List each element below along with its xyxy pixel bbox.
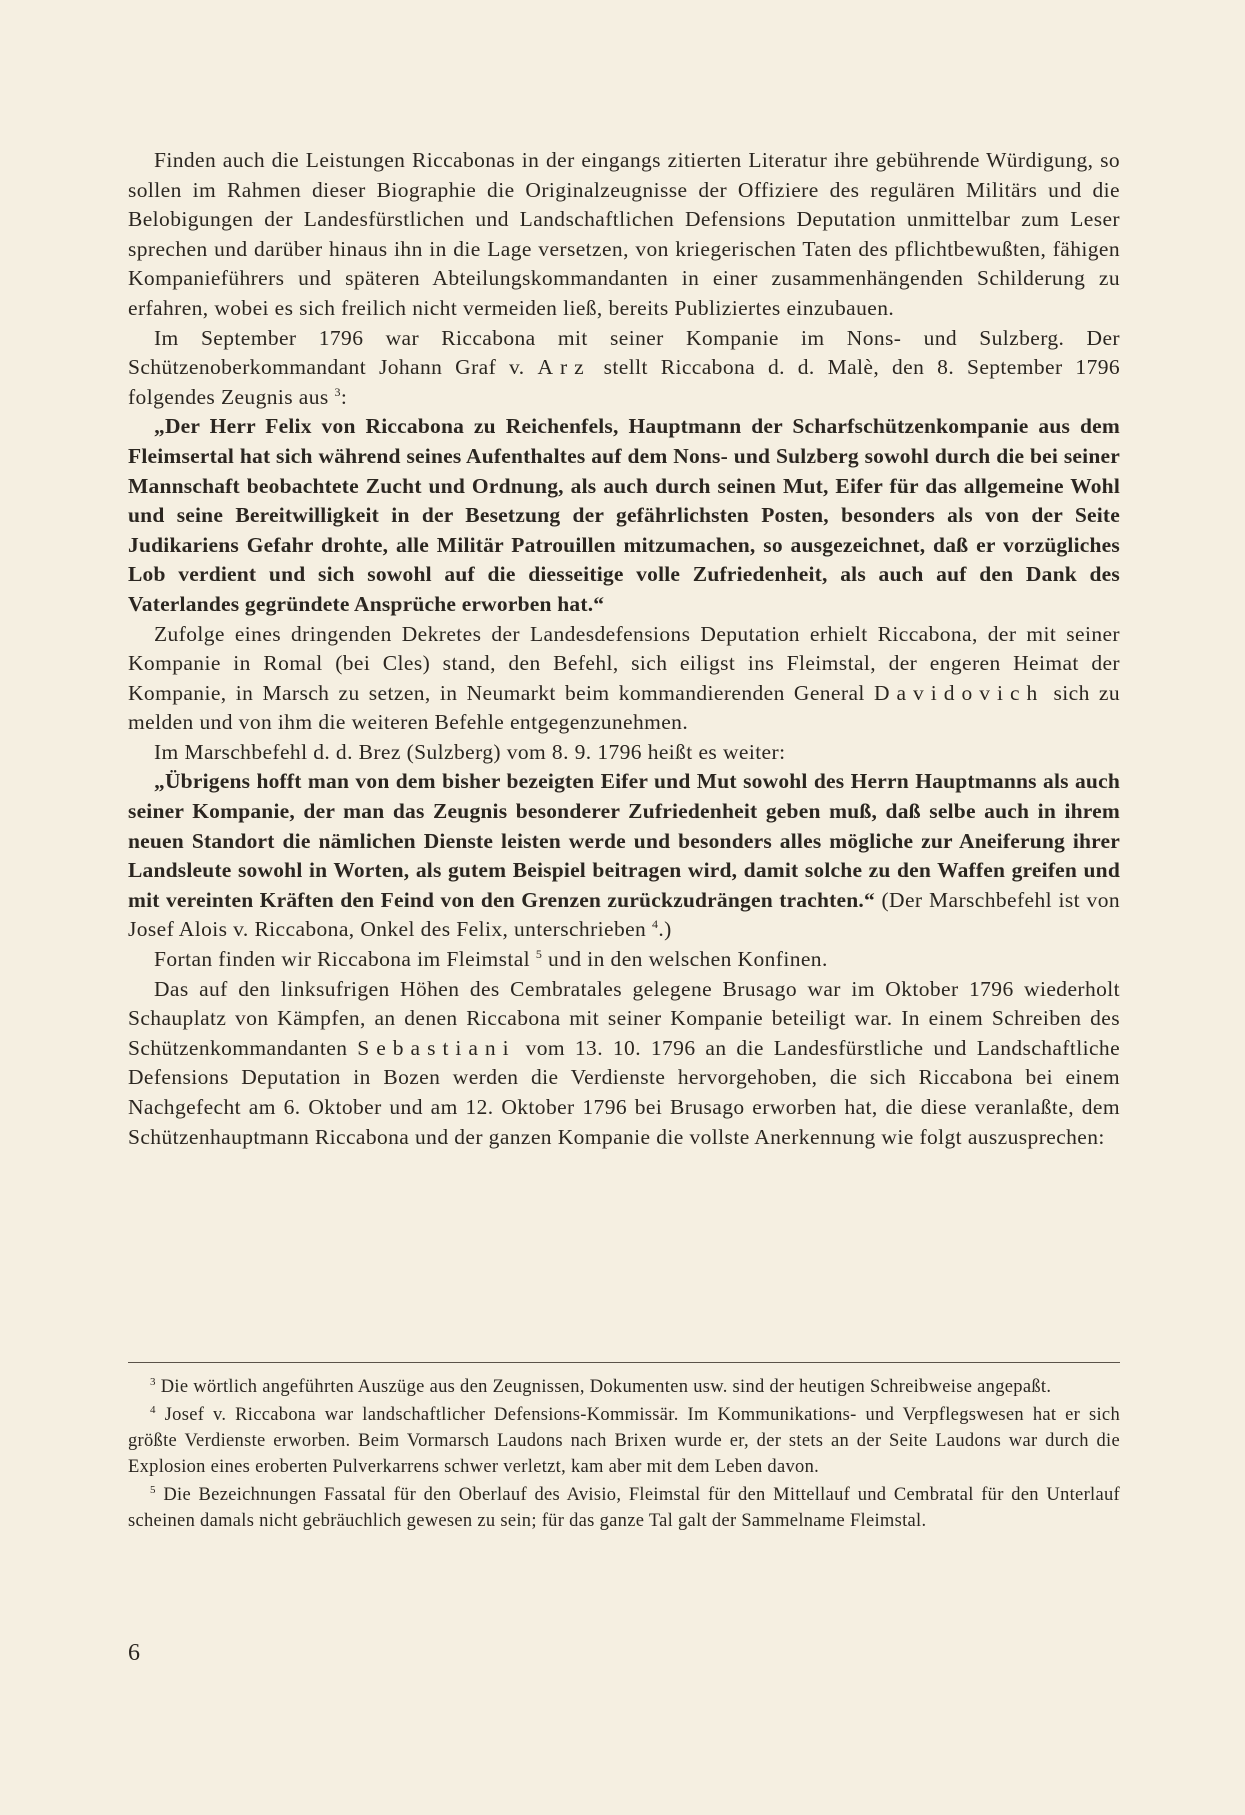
- paragraph-4: [128, 620, 1120, 738]
- paragraph-4-part-b: sich zu melden und von ihm die weiteren Befehle entgegenzunehmen.: [128, 680, 1121, 735]
- paragraph-2-part-b: stellt Riccabona d. d. Malè, den 8. September 1796 folgendes Zeugnis aus: [128, 355, 1121, 409]
- paragraph-6-rest: (Der Marschbefehl ist von Josef Alois v. Riccabona, Onkel des Felix, unterschrieben: [128, 887, 1120, 942]
- quote-marschbefehl: „Übrigens hofft man von dem bisher bezeigten Eifer und Mut sowohl des Herrn Hauptmanns als auch seiner Kompanie, der man das Zeugnis besonderer Zufriedenheit geben muß, daß selbe auch in ihrem neuen Standort die nämlichen Dienste leisten werde und besonders alles mögliche zur Aneiferung ihrer Landsleute sowohl in Worten, als gutem Beispiel beitragen wird, damit solche zu den Waffen greifen und mit vereinten Kräften den Feind von den Grenzen zurückzudrängen trachten.“: [128, 769, 1120, 912]
- footnote-number: 5: [150, 1483, 156, 1496]
- paragraph-7: [128, 945, 1120, 975]
- paragraph-2-part-a: Im September 1796 war Riccabona mit seiner Kompanie im Nons- und Sulzberg. Der Schützenoberkommandant Johann Graf v.: [128, 325, 1120, 380]
- paragraph-8: [128, 975, 1120, 1153]
- footnote-ref-3: 3: [334, 384, 341, 399]
- footnote-number: 3: [150, 1375, 156, 1388]
- footnote-text: Die Bezeichnungen Fassatal für den Oberlauf des Avisio, Fleimstal für den Mittellauf und Cembratal für den Unterlauf scheinen damals nicht gebräuchlich gewesen zu sein; für das ganze Tal galt der Sammelname Fleimstal.: [128, 1485, 1120, 1531]
- footnote-ref-5: 5: [535, 946, 543, 961]
- paragraph-4-part-a: Zufolge eines dringenden Dekretes der Landesdefensions Deputation erhielt Riccabona, der mit seiner Kompanie in Romal (bei Cles) stand, den Befehl, sich eiligst ins Fleimstal, der engeren Heimat der Kompanie, in Marsch zu setzen, in Neumarkt beim kommandierenden General: [128, 621, 1120, 705]
- paragraph-7-part-b: und in den welschen Konfinen.: [548, 947, 828, 972]
- quote-zeugnis: „Der Herr Felix von Riccabona zu Reichenfels, Hauptmann der Scharfschützenkompanie aus dem Fleimsertal hat sich während seines Aufenthaltes auf dem Nons- und Sulzberg sowohl durch die bei seiner Mannschaft beobachtete Zucht und Ordnung, als auch durch seinen Mut, Eifer für das allgemeine Wohl und seine Bereitwilligkeit in der Besetzung der gefährlichsten Posten, besonders als von der Seite Judikariens Gefahr drohte, alle Militär Patrouillen mitzumachen, so ausgezeichnet, daß er vorzügliches Lob verdient und sich sowohl auf die diesseitige volle Zufriedenheit, als auch auf den Dank des Vaterlandes gegründete Ansprüche erworben hat.“: [128, 414, 1120, 616]
- paragraph-1: Finden auch die Leistungen Riccabonas in der eingangs zitierten Literatur ihre gebührende Würdigung, so sollen im Rahmen dieser Biographie die Originalzeugnisse der Offiziere des regulären Militärs und die Belobigungen der Landesfürstlichen und Landschaftlichen Defensions Deputation unmittelbar zum Leser sprechen und darüber hinaus ihn in die Lage versetzen, von kriegerischen Taten des pflichtbewußten, fähigen Kompanieführers und späteren Abteilungskommandanten in einer zusammenhängenden Schilderung zu erfahren, wobei es sich freilich nicht vermeiden ließ, bereits Publiziertes einzubauen.: [128, 148, 1120, 320]
- spaced-name-arz: Arz: [537, 355, 591, 380]
- footnote-text: Die wörtlich angeführten Auszüge aus den Zeugnissen, Dokumenten usw. sind der heutigen Schreibweise angepaßt.: [160, 1377, 1052, 1397]
- spaced-name-davidovich: Davidovich: [873, 680, 1045, 705]
- footnote-ref-4: 4: [651, 917, 659, 932]
- footnote-4: [128, 1402, 1120, 1480]
- paragraph-2: [128, 324, 1120, 413]
- main-text: [128, 146, 1120, 1152]
- page-number: 6: [128, 1640, 140, 1666]
- paragraph-7-part-a: Fortan finden wir Riccabona im Fleimstal: [154, 947, 531, 972]
- paragraph-6-end: .): [658, 917, 672, 942]
- footnote-divider: [128, 1362, 1120, 1363]
- footnote-5: [128, 1482, 1120, 1534]
- spaced-name-sebastiani: Sebastiani: [357, 1035, 516, 1060]
- footnote-number: 4: [150, 1403, 156, 1416]
- paragraph-8-part-a: Das auf den linksufrigen Höhen des Cembratales gelegene Brusago war im Oktober 1796 wiederholt Schauplatz von Kämpfen, an denen Riccabona mit seiner Kompanie beteiligt war. In einem Schreiben des Schützenkommandanten: [128, 976, 1120, 1060]
- footnote-3: [128, 1374, 1120, 1400]
- paragraph-5: Im Marschbefehl d. d. Brez (Sulzberg) vom 8. 9. 1796 heißt es weiter:: [154, 739, 786, 764]
- footnote-text: Josef v. Riccabona war landschaftlicher Defensions-Kommissär. Im Kommunikations- und Verpflegswesen hat er sich größte Verdienste erworben. Beim Vormarsch Laudons nach Brixen wurde er, der stets an der Seite Laudons war durch die Explosion eines eroberten Pulverkarrens schwer verletzt, kam aber mit dem Leben davon.: [128, 1405, 1120, 1477]
- footnotes: [128, 1374, 1120, 1536]
- paragraph-6: [128, 767, 1120, 945]
- paragraph-2-part-c: :: [340, 384, 348, 409]
- paragraph-8-part-b: vom 13. 10. 1796 an die Landesfürstliche und Landschaftliche Defensions Deputation in Bozen werden die Verdienste hervorgehoben, die sich Riccabona bei einem Nachgefecht am 6. Oktober und am 12. Oktober 1796 bei Brusago erworben hat, die diese veranlaßte, dem Schützenhauptmann Riccabona und der ganzen Kompanie die vollste Anerkennung wie folgt auszusprechen:: [128, 1035, 1121, 1149]
